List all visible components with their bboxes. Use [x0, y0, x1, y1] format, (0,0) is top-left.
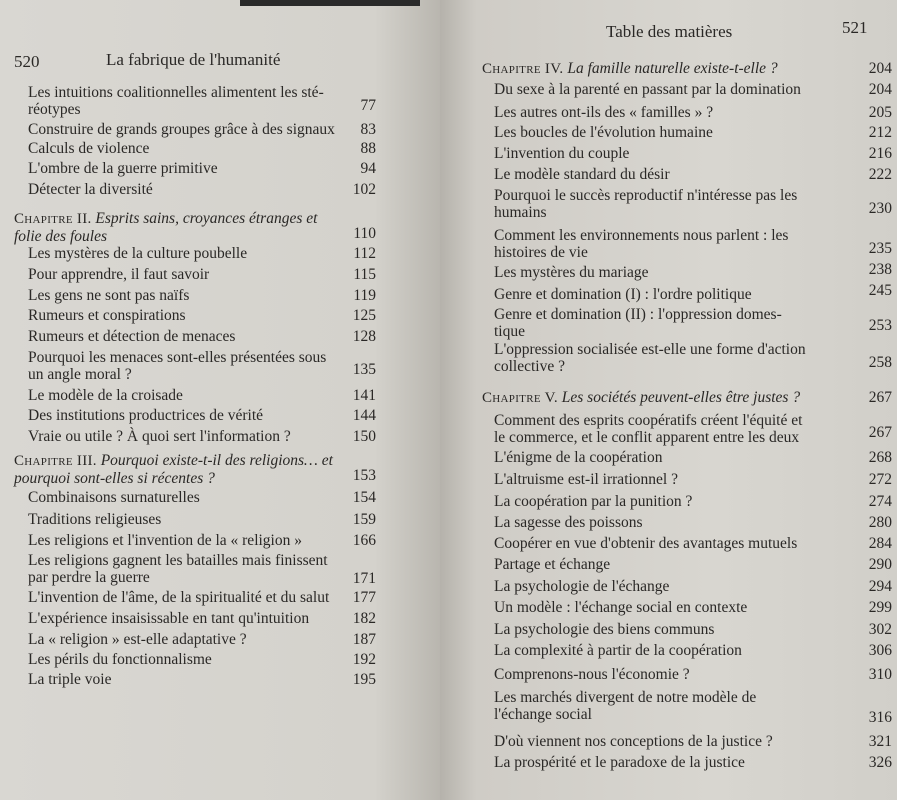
- page-number: 77: [360, 97, 376, 114]
- entry-title-line: Les périls du fonctionnalisme: [28, 651, 212, 668]
- entry-title: [494, 187, 797, 221]
- toc-entry: [28, 349, 376, 389]
- page-number: 141: [352, 387, 376, 404]
- toc-entry: [494, 754, 892, 794]
- chapter-title-line: Esprits sains, croyances étranges et: [95, 210, 318, 227]
- entry-title: [28, 328, 235, 345]
- toc-entry: [494, 187, 892, 227]
- entry-title: [494, 733, 773, 750]
- entry-title: [28, 245, 247, 262]
- page-number: 310: [868, 666, 892, 683]
- entry-title-line: Traditions religieuses: [28, 511, 162, 528]
- entry-title: [494, 145, 629, 162]
- page-number: 212: [868, 124, 892, 141]
- toc-entry: [28, 671, 376, 711]
- entry-title: [28, 121, 335, 138]
- page-number: 326: [868, 754, 892, 771]
- entry-title-line: Rumeurs et détection de menaces: [28, 328, 236, 345]
- entry-title-line: Pour apprendre, il faut savoir: [28, 266, 210, 283]
- page-number: 192: [352, 651, 376, 668]
- right-toc: [440, 0, 897, 800]
- page-number: 222: [868, 166, 892, 183]
- page-number: 171: [352, 570, 376, 587]
- page-number: 150: [352, 428, 376, 445]
- page-number: 153: [352, 467, 376, 484]
- entry-title-line: Calculs de violence: [28, 140, 150, 157]
- entry-title: [28, 489, 200, 506]
- page-number: 119: [353, 287, 376, 304]
- entry-title: [28, 532, 302, 549]
- entry-title: [28, 84, 324, 118]
- entry-title-line: collective ?: [494, 358, 565, 375]
- page-number: 216: [868, 145, 892, 162]
- chapter-title-line: folie des foules: [14, 228, 107, 245]
- entry-title: [494, 286, 752, 303]
- entry-title: [494, 621, 714, 638]
- chapter-entry: [14, 210, 376, 250]
- entry-title-line: L'invention de l'âme, de la spiritualité et du salut: [28, 589, 330, 606]
- toc-entry: [494, 341, 892, 381]
- right-page-number: 521: [842, 18, 868, 37]
- toc-entry: [494, 689, 892, 729]
- page-number: 144: [352, 407, 376, 424]
- entry-title: [28, 181, 153, 198]
- entry-title-line: Les marchés divergent de notre modèle de: [494, 689, 757, 706]
- entry-title-line: par perdre la guerre: [28, 569, 150, 586]
- entry-title: [28, 140, 149, 157]
- entry-title-line: La prospérité et le paradoxe de la justice: [494, 754, 745, 771]
- entry-title: [494, 264, 649, 281]
- page-number: 280: [868, 514, 892, 531]
- entry-title-line: Du sexe à la parenté en passant par la domination: [494, 81, 801, 98]
- entry-title: [28, 387, 183, 404]
- left-running-title: La fabrique de l'humanité: [106, 50, 281, 69]
- entry-title-line: Comment les environnements nous parlent : les: [494, 227, 789, 244]
- entry-title: [494, 642, 742, 659]
- entry-title-line: Le modèle de la croisade: [28, 387, 183, 404]
- page-number: 135: [352, 361, 376, 378]
- entry-title: [494, 341, 806, 375]
- page-number: 302: [868, 621, 892, 638]
- entry-title-line: L'énigme de la coopération: [494, 449, 663, 466]
- entry-title: [28, 349, 326, 383]
- page-number: 272: [868, 471, 892, 488]
- entry-title: [28, 428, 291, 445]
- entry-title-line: Les intuitions coalitionnelles alimentent les sté-: [28, 84, 324, 101]
- left-page: [0, 0, 440, 800]
- entry-title-line: Pourquoi les menaces sont-elles présentées sous: [28, 349, 327, 366]
- page-number: 182: [352, 610, 376, 627]
- entry-title-line: Les religions gagnent les batailles mais finissent: [28, 552, 328, 569]
- page-number: 290: [868, 556, 892, 573]
- entry-title-line: La « religion » est-elle adaptative ?: [28, 631, 247, 648]
- chapter-title-line: Les sociétés peuvent-elles être justes ?: [561, 389, 801, 406]
- entry-title-line: L'invention du couple: [494, 145, 630, 162]
- page-number: 83: [360, 121, 376, 138]
- page-number: 159: [352, 511, 376, 528]
- chapter-number: Chapitre II.: [14, 211, 92, 227]
- entry-title-line: Construire de grands groupes grâce à des signaux: [28, 121, 335, 138]
- entry-title: [28, 589, 329, 606]
- page-number: 112: [353, 245, 376, 262]
- entry-title: [494, 227, 788, 261]
- page-number: 268: [868, 449, 892, 466]
- entry-title-line: Le modèle standard du désir: [494, 166, 670, 183]
- chapter-number: Chapitre III.: [14, 453, 97, 469]
- chapter-title: [14, 210, 317, 245]
- page-number: 274: [868, 493, 892, 510]
- page-number: 204: [868, 60, 892, 77]
- page-number: 284: [868, 535, 892, 552]
- entry-title-line: Genre et domination (I) : l'ordre politique: [494, 286, 752, 303]
- page-number: 166: [352, 532, 376, 549]
- entry-title: [494, 514, 643, 531]
- page-number: 125: [352, 307, 376, 324]
- chapter-title: [14, 452, 333, 487]
- entry-title: [494, 449, 663, 466]
- entry-title-line: D'où viennent nos conceptions de la justice ?: [494, 733, 773, 750]
- entry-title-line: Un modèle : l'échange social en contexte: [494, 599, 748, 616]
- entry-title: [494, 124, 713, 141]
- entry-title-line: L'ombre de la guerre primitive: [28, 160, 218, 177]
- page-number: 253: [868, 317, 892, 334]
- entry-title: [494, 493, 692, 510]
- entry-title-line: histoires de vie: [494, 244, 588, 261]
- entry-title-line: Comment des esprits coopératifs créent l'équité et: [494, 412, 803, 429]
- entry-title-line: La psychologie de l'échange: [494, 578, 670, 595]
- entry-title: [494, 471, 678, 488]
- page-number: 195: [352, 671, 376, 688]
- entry-title-line: Les religions et l'invention de la « religion »: [28, 532, 302, 549]
- entry-title: [28, 287, 189, 304]
- chapter-title-line: Pourquoi existe-t-il des religions… et: [100, 452, 333, 469]
- entry-title: [28, 160, 218, 177]
- page-number: 267: [868, 424, 892, 441]
- entry-title-line: l'échange social: [494, 706, 592, 723]
- entry-title: [28, 511, 161, 528]
- page-number: 128: [352, 328, 376, 345]
- right-running-title: Table des matières: [606, 22, 733, 41]
- page-number: 154: [352, 489, 376, 506]
- entry-title-line: un angle moral ?: [28, 366, 132, 383]
- entry-title: [28, 307, 186, 324]
- left-toc: [0, 0, 440, 800]
- entry-title-line: le commerce, et le conflit apparent entre les deux: [494, 429, 800, 446]
- page-number: 258: [868, 354, 892, 371]
- entry-title-line: Les gens ne sont pas naïfs: [28, 287, 190, 304]
- entry-title: [494, 412, 802, 446]
- entry-title: [28, 631, 247, 648]
- entry-title-line: La sagesse des poissons: [494, 514, 643, 531]
- entry-title: [494, 689, 756, 723]
- entry-title-line: Genre et domination (II) : l'oppression domes-: [494, 306, 782, 323]
- toc-entry: [28, 84, 376, 124]
- entry-title: [28, 552, 328, 586]
- entry-title: [494, 556, 610, 573]
- entry-title-line: Rumeurs et conspirations: [28, 307, 186, 324]
- page-number: 177: [352, 589, 376, 606]
- entry-title: [28, 651, 212, 668]
- entry-title-line: tique: [494, 323, 525, 340]
- page-number: 238: [868, 261, 892, 278]
- page-number: 230: [868, 200, 892, 217]
- entry-title: [494, 599, 747, 616]
- entry-title: [494, 578, 669, 595]
- entry-title-line: Les mystères du mariage: [494, 264, 649, 281]
- entry-title-line: Les mystères de la culture poubelle: [28, 245, 248, 262]
- page-number: 110: [353, 225, 376, 242]
- page-number: 316: [868, 709, 892, 726]
- entry-title: [28, 407, 263, 424]
- toc-entry: [494, 412, 892, 452]
- toc-entry: [494, 306, 892, 346]
- page-number: 115: [353, 266, 376, 283]
- chapter-title: [482, 60, 778, 78]
- entry-title: [494, 166, 670, 183]
- entry-title-line: Les autres ont-ils des « familles » ?: [494, 104, 714, 121]
- entry-title: [28, 266, 209, 283]
- page-number: 88: [360, 140, 376, 157]
- chapter-entry: [14, 452, 376, 492]
- chapter-title-line: La famille naturelle existe-t-elle ?: [567, 60, 778, 77]
- entry-title: [494, 81, 801, 98]
- entry-title-line: Comprenons-nous l'économie ?: [494, 666, 690, 683]
- entry-title: [494, 104, 713, 121]
- toc-entry: [28, 552, 376, 592]
- page-number: 204: [868, 81, 892, 98]
- entry-title-line: La triple voie: [28, 671, 112, 688]
- entry-title-line: Combinaisons surnaturelles: [28, 489, 200, 506]
- page-number: 267: [868, 389, 892, 406]
- entry-title-line: L'expérience insaisissable en tant qu'intuition: [28, 610, 310, 627]
- entry-title-line: La psychologie des biens communs: [494, 621, 715, 638]
- page-number: 102: [352, 181, 376, 198]
- entry-title-line: humains: [494, 204, 547, 221]
- page-number: 294: [868, 578, 892, 595]
- entry-title: [494, 666, 690, 683]
- page-number: 299: [868, 599, 892, 616]
- entry-title-line: Vraie ou utile ? À quoi sert l'information ?: [28, 428, 291, 445]
- page-number: 205: [868, 104, 892, 121]
- entry-title: [28, 671, 112, 688]
- entry-title: [28, 610, 309, 627]
- entry-title-line: Partage et échange: [494, 556, 611, 573]
- entry-title-line: La complexité à partir de la coopération: [494, 642, 742, 659]
- entry-title-line: Des institutions productrices de vérité: [28, 407, 264, 424]
- chapter-number: Chapitre IV.: [482, 61, 564, 77]
- page-number: 187: [352, 631, 376, 648]
- entry-title-line: Coopérer en vue d'obtenir des avantages mutuels: [494, 535, 798, 552]
- page-number: 306: [868, 642, 892, 659]
- entry-title-line: L'altruisme est-il irrationnel ?: [494, 471, 678, 488]
- page-number: 321: [868, 733, 892, 750]
- chapter-number: Chapitre V.: [482, 390, 558, 406]
- entry-title-line: Détecter la diversité: [28, 181, 153, 198]
- chapter-title: [482, 389, 800, 407]
- entry-title-line: L'oppression socialisée est-elle une forme d'action: [494, 341, 806, 358]
- entry-title: [494, 535, 797, 552]
- entry-title: [494, 754, 745, 771]
- entry-title-line: réotypes: [28, 101, 81, 118]
- left-page-number: 520: [14, 52, 40, 71]
- page-number: 94: [360, 160, 376, 177]
- entry-title-line: Les boucles de l'évolution humaine: [494, 124, 713, 141]
- right-page: [440, 0, 897, 800]
- page-number: 245: [868, 282, 892, 299]
- chapter-title-line: pourquoi sont-elles si récentes ?: [14, 470, 215, 487]
- entry-title-line: Pourquoi le succès reproductif n'intéresse pas les: [494, 187, 798, 204]
- entry-title: [494, 306, 782, 340]
- entry-title-line: La coopération par la punition ?: [494, 493, 693, 510]
- page-number: 235: [868, 240, 892, 257]
